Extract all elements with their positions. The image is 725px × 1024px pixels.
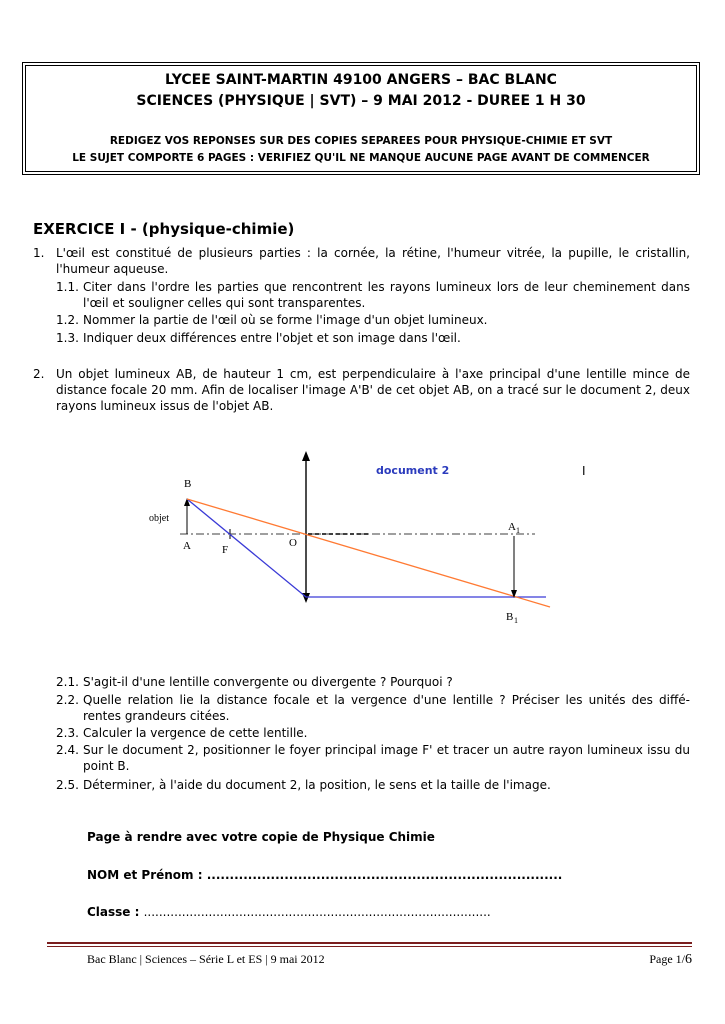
header-title: LYCEE SAINT-MARTIN 49100 ANGERS – BAC BLANC xyxy=(165,72,557,88)
class-row xyxy=(87,905,491,919)
q1-1-number: 1.1. xyxy=(56,280,79,294)
q1-text: L'œil est constitué de plusieurs parties : la cornée, la rétine, l'humeur vitrée, la pupille, le cristallin, l'humeur aqueuse. xyxy=(56,246,690,276)
q1-2-number: 1.2. xyxy=(56,313,79,327)
q1-2-text: Nommer la partie de l'œil où se forme l'image d'un objet lumineux. xyxy=(83,313,488,327)
class-label: Classe : xyxy=(87,905,140,919)
q2-4-text: Sur le document 2, positionner le foyer principal image F' et tracer un autre rayon lumineux issu du point B. xyxy=(83,743,690,773)
orange-ray xyxy=(187,499,550,607)
q2-3-number: 2.3. xyxy=(56,726,79,740)
q2-text: Un objet lumineux AB, de hauteur 1 cm, est perpendiculaire à l'axe principal d'une lentille mince de distance focale 20 mm. Afin de localiser l'image A'B' de cet objet AB, on a tracé sur le document 2, deux rayons lumineux issus de l'objet AB. xyxy=(56,367,690,413)
exercise-title: EXERCICE I - (physique-chimie) xyxy=(33,220,295,238)
footer-rule-thin xyxy=(47,946,692,947)
q2-5-text: Déterminer, à l'aide du document 2, la position, le sens et la taille de l'image. xyxy=(83,778,551,792)
label-B1-sub: 1 xyxy=(514,616,518,625)
label-F: F xyxy=(222,544,229,556)
name-label: NOM et Prénom : xyxy=(87,868,203,882)
q2-2-text: Quelle relation lie la distance focale et la vergence d'une lentille ? Préciser les unités des diffé-rentes grandeurs citées. xyxy=(83,693,690,723)
q2-1-number: 2.1. xyxy=(56,675,79,689)
name-dots: .............................................................................. xyxy=(206,868,563,882)
page-number xyxy=(649,952,692,968)
lens-arrow-top xyxy=(302,451,310,461)
blue-ray xyxy=(187,499,546,597)
diagram-title: document 2 xyxy=(376,464,450,477)
return-instruction: Page à rendre avec votre copie de Physique Chimie xyxy=(87,830,435,844)
header-box xyxy=(25,65,697,172)
q2-1-text: S'agit-il d'une lentille convergente ou divergente ? Pourquoi ? xyxy=(83,675,453,689)
label-A: A xyxy=(183,540,191,552)
footer-rule xyxy=(47,942,692,944)
header-subtitle: SCIENCES (PHYSIQUE | SVT) – 9 MAI 2012 - DUREE 1 H 30 xyxy=(136,93,586,109)
name-row xyxy=(87,868,562,882)
label-O: O xyxy=(289,537,297,549)
q2-4-number: 2.4. xyxy=(56,743,79,757)
q2-5-number: 2.5. xyxy=(56,778,79,792)
q1-1-text: Citer dans l'ordre les parties que rencontrent les rayons lumineux lors de leur cheminement dans l'œil et souligner celles qui sont transparentes. xyxy=(83,280,690,310)
label-A1-sub: 1 xyxy=(516,526,520,535)
q2-2-number: 2.2. xyxy=(56,693,79,707)
footer-left: Bac Blanc | Sciences – Série L et ES | 9 mai 2012 xyxy=(87,952,325,966)
label-A1: A xyxy=(508,521,516,533)
q2-3-text: Calculer la vergence de cette lentille. xyxy=(83,726,308,740)
q1-3-text: Indiquer deux différences entre l'objet et son image dans l'œil. xyxy=(83,331,461,345)
class-dots: ........................................................................................... xyxy=(143,905,491,919)
header-instruction: REDIGEZ VOS REPONSES SUR DES COPIES SEPAREES POUR PHYSIQUE-CHIMIE ET SVT xyxy=(109,135,613,147)
q1-3-number: 1.3. xyxy=(56,331,79,345)
stray-mark: I xyxy=(582,464,586,478)
label-B: B xyxy=(184,478,192,490)
optics-diagram xyxy=(140,445,600,635)
header-notice: LE SUJET COMPORTE 6 PAGES : VERIFIEZ QU'IL NE MANQUE AUCUNE PAGE AVANT DE COMMENCER xyxy=(72,152,650,164)
label-B1: B xyxy=(506,611,514,623)
label-objet: objet xyxy=(149,513,169,524)
page-total: 6 xyxy=(685,952,692,967)
q1-number: 1. xyxy=(33,246,45,260)
q2-number: 2. xyxy=(33,367,45,381)
page-number-prefix: Page 1/ xyxy=(649,952,685,966)
